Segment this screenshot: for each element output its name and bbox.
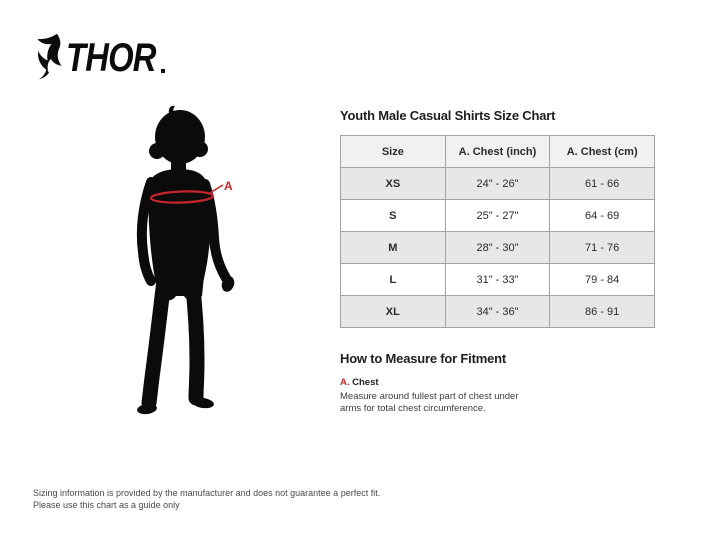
chest-cm-cell: 79 - 84 [550, 264, 655, 296]
measure-item-title [340, 377, 560, 388]
measure-guide-heading: How to Measure for Fitment [340, 351, 506, 366]
chest-cm-cell: 86 - 91 [550, 296, 655, 328]
measure-guide-section [340, 351, 560, 414]
chest-inch-cell: 28" - 30" [445, 232, 550, 264]
size-cell: XS [341, 168, 446, 200]
table-header-row [341, 136, 655, 168]
measure-item-description: Measure around fullest part of chest under arms for total chest circumference. [340, 391, 519, 414]
measure-item-key: A. [340, 377, 350, 388]
measurement-figure [118, 98, 268, 432]
disclaimer-line-2: Please use this chart as a guide only [33, 500, 180, 510]
table-row [341, 232, 655, 264]
column-header-chest-cm: A. Chest (cm) [550, 136, 655, 168]
table-row [341, 168, 655, 200]
table-row [341, 200, 655, 232]
measure-item-label: Chest [352, 377, 379, 388]
size-cell: M [341, 232, 446, 264]
size-chart-table [340, 135, 655, 328]
brand-logo-dot [161, 69, 165, 73]
disclaimer [33, 487, 380, 511]
table-row [341, 264, 655, 296]
chest-cm-cell: 61 - 66 [550, 168, 655, 200]
annotation-label-a: A [224, 179, 233, 193]
brand-logo-text: THOR [66, 36, 156, 80]
chest-inch-cell: 24" - 26" [445, 168, 550, 200]
chest-cm-cell: 71 - 76 [550, 232, 655, 264]
disclaimer-line-1: Sizing information is provided by the manufacturer and does not guarantee a perfect fit. [33, 488, 381, 498]
size-cell: L [341, 264, 446, 296]
size-cell: S [341, 200, 446, 232]
size-chart-title: Youth Male Casual Shirts Size Chart [340, 108, 556, 123]
table-row [341, 296, 655, 328]
chest-cm-cell: 64 - 69 [550, 200, 655, 232]
chest-inch-cell: 31" - 33" [445, 264, 550, 296]
chest-inch-cell: 34" - 36" [445, 296, 550, 328]
size-cell: XL [341, 296, 446, 328]
goat-head-icon [33, 33, 64, 80]
brand-logo [33, 32, 165, 80]
chest-inch-cell: 25" - 27" [445, 200, 550, 232]
column-header-chest-inch: A. Chest (inch) [445, 136, 550, 168]
child-silhouette-graphic [118, 98, 268, 432]
column-header-size: Size [341, 136, 446, 168]
